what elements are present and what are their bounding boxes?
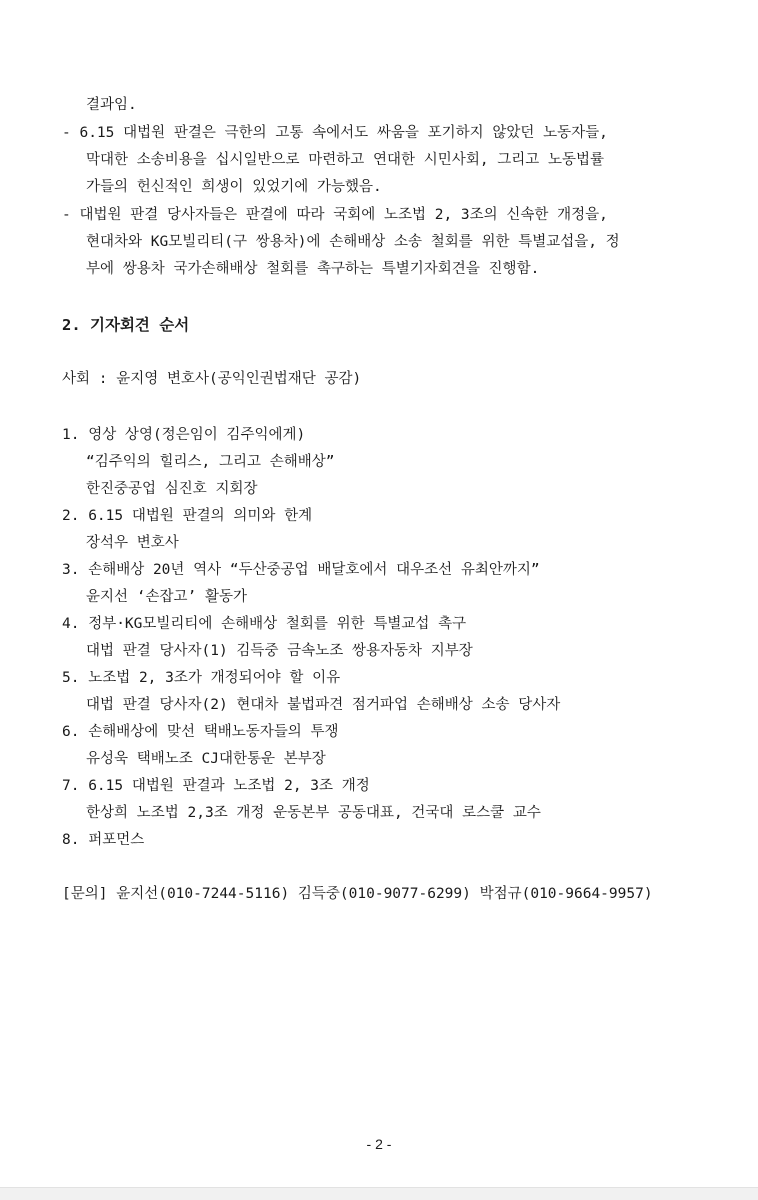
program-item-5: 5. 노조법 2, 3조가 개정되어야 할 이유 [62, 670, 341, 686]
section-heading: 2. 기자회견 순서 [62, 316, 190, 334]
program-item-1-title: “김주익의 힐리스, 그리고 손해배상” [86, 454, 335, 470]
contact-line: [문의] 윤지선(010-7244-5116) 김득중(010-9077-6299) 박점규(010-9664-9957) [62, 886, 653, 902]
intro-line-0: 결과임. [86, 97, 137, 113]
program-item-1: 1. 영상 상영(정은임이 김주익에게) [62, 427, 306, 443]
bullet-1-line-2: 막대한 소송비용을 십시일반으로 마련하고 연대한 시민사회, 그리고 노동법률 [86, 152, 605, 168]
program-item-6-speaker: 유성욱 택배노조 CJ대한통운 본부장 [86, 751, 326, 767]
program-item-1-speaker: 한진중공업 심진호 지회장 [86, 481, 258, 497]
program-item-6: 6. 손해배상에 맞선 택배노동자들의 투쟁 [62, 724, 339, 740]
program-item-2: 2. 6.15 대법원 판결의 의미와 한계 [62, 508, 313, 524]
program-item-4-speaker: 대법 판결 당사자(1) 김득중 금속노조 쌍용자동차 지부장 [86, 643, 473, 659]
bullet-2-line-1: - 대법원 판결 당사자들은 판결에 따라 국회에 노조법 2, 3조의 신속한 개정을, [62, 207, 608, 223]
program-item-5-speaker: 대법 판결 당사자(2) 현대차 불법파견 점거파업 손해배상 소송 당사자 [86, 697, 561, 713]
program-item-7-speaker: 한상희 노조법 2,3조 개정 운동본부 공동대표, 건국대 로스쿨 교수 [86, 805, 541, 821]
program-item-4: 4. 정부·KG모빌리티에 손해배상 철회를 위한 특별교섭 촉구 [62, 616, 467, 632]
program-item-3-speaker: 윤지선 ‘손잡고’ 활동가 [86, 589, 247, 605]
program-item-7: 7. 6.15 대법원 판결과 노조법 2, 3조 개정 [62, 778, 370, 794]
program-item-2-speaker: 장석우 변호사 [86, 535, 179, 551]
footer-bar [0, 1187, 758, 1200]
bullet-1-line-3: 가들의 헌신적인 희생이 있었기에 가능했음. [86, 179, 382, 195]
bullet-2-line-3: 부에 쌍용차 국가손해배상 철회를 촉구하는 특별기자회견을 진행함. [86, 261, 540, 277]
program-item-8: 8. 퍼포먼스 [62, 832, 145, 848]
page-number: - 2 - [366, 1136, 392, 1152]
bullet-1-line-1: - 6.15 대법원 판결은 극한의 고통 속에서도 싸움을 포기하지 않았던 노동자들, [62, 125, 608, 141]
host-line: 사회 : 윤지영 변호사(공익인권법재단 공감) [62, 371, 362, 387]
bullet-2-line-2: 현대차와 KG모빌리티(구 쌍용차)에 손해배상 소송 철회를 위한 특별교섭을, 정 [86, 234, 620, 250]
program-item-3: 3. 손해배상 20년 역사 “두산중공업 배달호에서 대우조선 유최안까지” [62, 562, 540, 578]
